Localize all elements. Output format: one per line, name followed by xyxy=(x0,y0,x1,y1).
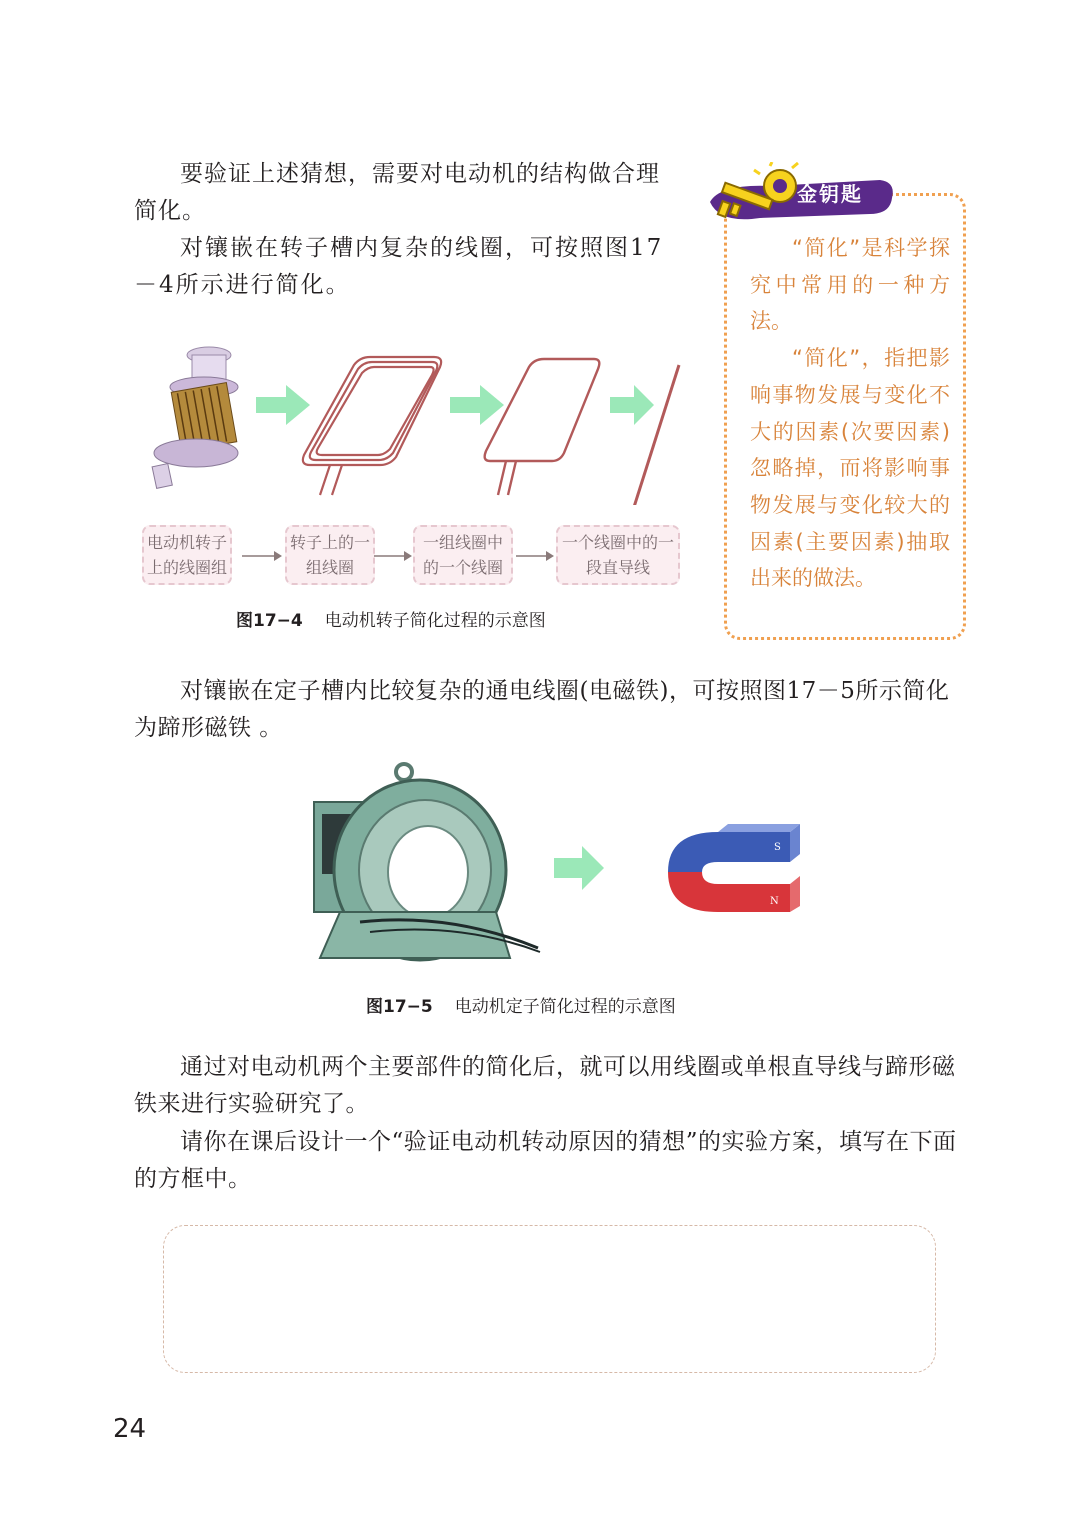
label-arrow-3 xyxy=(514,549,556,563)
label-arrow-2 xyxy=(372,549,414,563)
rotor-image xyxy=(152,347,238,488)
magnet-s-pole: S xyxy=(774,842,781,853)
figure-label-1: 电动机转子上的线圈组 xyxy=(142,525,232,585)
figure-17-5-caption xyxy=(366,992,676,1017)
figure-17-5-illustration xyxy=(300,762,820,974)
single-coil-image xyxy=(485,359,600,495)
caption-number: 图17−4 xyxy=(236,611,303,631)
figure-label-4: 一个线圈中的一段直导线 xyxy=(556,525,680,585)
caption-text-2: 电动机定子简化过程的示意图 xyxy=(454,997,676,1017)
answer-box[interactable] xyxy=(163,1225,936,1373)
magnet-n-pole: N xyxy=(770,896,779,907)
paragraph-5: 请你在课后设计一个“验证电动机转动原因的猜想”的实验方案，填写在下面的方框中。 xyxy=(134,1129,957,1192)
caption-number-2: 图17−5 xyxy=(366,997,433,1017)
figure-17-4-caption xyxy=(236,606,546,631)
paragraph-2: 对镶嵌在转子槽内复杂的线圈，可按照图17－4所示进行简化。 xyxy=(134,235,664,298)
caption-text: 电动机转子简化过程的示意图 xyxy=(324,611,546,631)
straight-wire-image xyxy=(634,365,679,505)
label-arrow-1 xyxy=(240,549,284,563)
sidebar-paragraph-1: “简化”是科学探究中常用的一种方法。 xyxy=(750,236,950,334)
paragraph-3: 对镶嵌在定子槽内比较复杂的通电线圈(电磁铁)，可按照图17－5所示简化为蹄形磁铁 。 xyxy=(134,678,950,741)
paragraph-1: 要验证上述猜想，需要对电动机的结构做合理简化。 xyxy=(134,161,660,224)
sidebar-paragraph-2: “简化”，指把影响事物发展与变化不大的因素(次要因素)忽略掉，而将影响事物发展与变化较大的因素(主要因素)抽取出来的做法。 xyxy=(750,346,950,591)
paragraph-4: 通过对电动机两个主要部件的简化后，就可以用线圈或单根直导线与蹄形磁铁来进行实验研究了。 xyxy=(134,1054,956,1117)
coil-bundle-image xyxy=(303,357,441,495)
horseshoe-magnet-image xyxy=(668,824,800,912)
sidebar-title: 金钥匙 xyxy=(797,182,863,206)
motor-stator-image xyxy=(314,764,540,960)
figure-17-4-illustration xyxy=(134,335,694,505)
sidebar-text xyxy=(750,230,950,597)
figure-label-2: 转子上的一组线圈 xyxy=(285,525,375,585)
page-number: 24 xyxy=(113,1414,147,1444)
figure-label-3: 一组线圈中的一个线圈 xyxy=(413,525,513,585)
